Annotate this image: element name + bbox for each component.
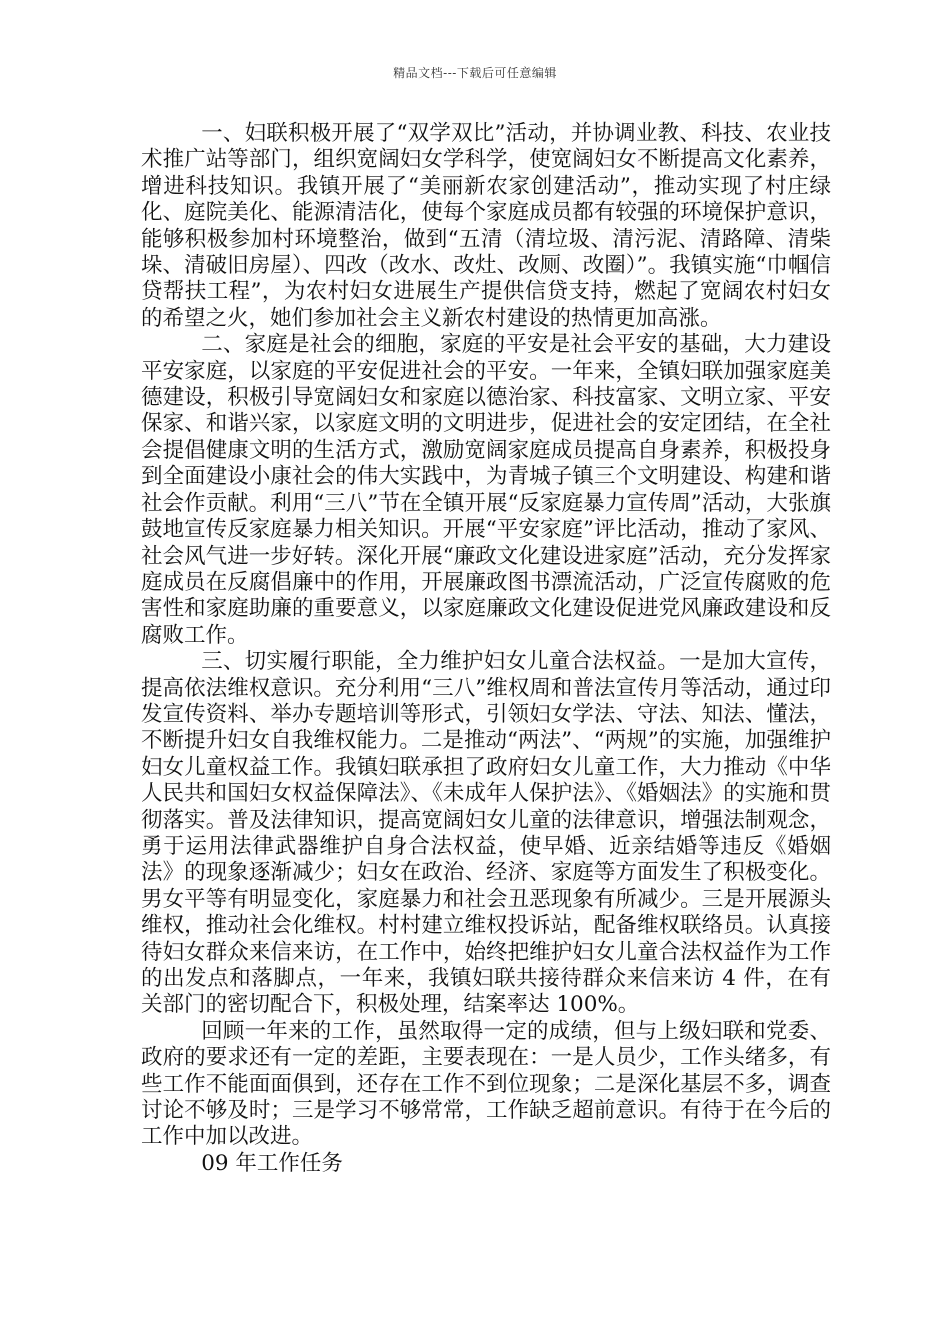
paragraph-rights-protection: 三、切实履行职能，全力维护妇女儿童合法权益。一是加大宣传，提高依法维权意识。充分利用“三八”维权周和普法宣传月等活动，通过印发宣传资料、举办专题培训等形式，引领妇女学法、守法、知法、懂法，不断提升妇女自我维权能力。二是推动“两法”、“两规”的实施，加强维护妇女儿童权益工作。我镇妇联承担了政府妇女儿童工作，大力推动《中华人民共和国妇女权益保障法》、《未成年人保护法》、《婚姻法》的实施和贯彻落实。普及法律知识，提高宽阔妇女儿童的法律意识，增强法制观念，勇于运用法律武器维护自身合法权益，使早婚、近亲结婚等违反《婚姻法》的现象逐渐减少；妇女在政治、经济、家庭等方面发生了积极变化。男女平等有明显变化，家庭暴力和社会丑恶现象有所减少。三是开展源头维权，推动社会化维权。村村建立维权投诉站，配备维权联络员。认真接待妇女群众来信来访，在工作中，始终把维护妇女儿童合法权益作为工作的出发点和落脚点，一年来，我镇妇联共接待群众来信来访 4 件，在有关部门的密切配合下，积极处理，结案率达 100%。 [141,649,831,1018]
section-heading-work-tasks: 09 年工作任务 [201,1150,343,1176]
document-body [141,121,831,1177]
paragraph-women-federation-activities: 一、妇联积极开展了“双学双比”活动，并协调业教、科技、农业技术推广站等部门，组织宽阔妇女学科学，使宽阔妇女不断提高文化素养，增进科技知识。我镇开展了“美丽新农家创建活动”，推动实现了村庄绿化、庭院美化、能源清洁化，使每个家庭成员都有较强的环境保护意识，能够积极参加村环境整治，做到“五清（清垃圾、清污泥、清路障、清柴垛、清破旧房屋）、四改（改水、改灶、改厕、改圈）”。我镇实施“巾帼信贷帮扶工程”，为农村妇女进展生产提供信贷支持，燃起了宽阔农村妇女的希望之火，她们参加社会主义新农村建设的热情更加高涨。 [141,121,831,331]
paragraph-safe-family: 二、家庭是社会的细胞，家庭的平安是社会平安的基础，大力建设平安家庭，以家庭的平安促进社会的平安。一年来，全镇妇联加强家庭美德建设，积极引导宽阔妇女和家庭以德治家、科技富家、文明立家、平安保家、和谐兴家，以家庭文明的文明进步，促进社会的安定团结，在全社会提倡健康文明的生活方式，激励宽阔家庭成员提高自身素养，积极投身到全面建设小康社会的伟大实践中，为青城子镇三个文明建设、构建和谐社会作贡献。利用“三八”节在全镇开展“反家庭暴力宣传周”活动，大张旗鼓地宣传反家庭暴力相关知识。开展“平安家庭”评比活动，推动了家风、社会风气进一步好转。深化开展“廉政文化建设进家庭”活动，充分发挥家庭成员在反腐倡廉中的作用，开展廉政图书漂流活动，广泛宣传腐败的危害性和家庭助廉的重要意义，以家庭廉政文化建设促进党风廉政建设和反腐败工作。 [141,332,831,648]
paragraph-review: 回顾一年来的工作，虽然取得一定的成绩，但与上级妇联和党委、政府的要求还有一定的差距，主要表现在：一是人员少，工作头绪多，有些工作不能面面俱到，还存在工作不到位现象；二是深化基层不多，调查讨论不够及时；三是学习不够常常，工作缺乏超前意识。有待于在今后的工作中加以改进。 [141,1018,831,1150]
page-header: 精品文档---下载后可任意编辑 [393,66,557,80]
